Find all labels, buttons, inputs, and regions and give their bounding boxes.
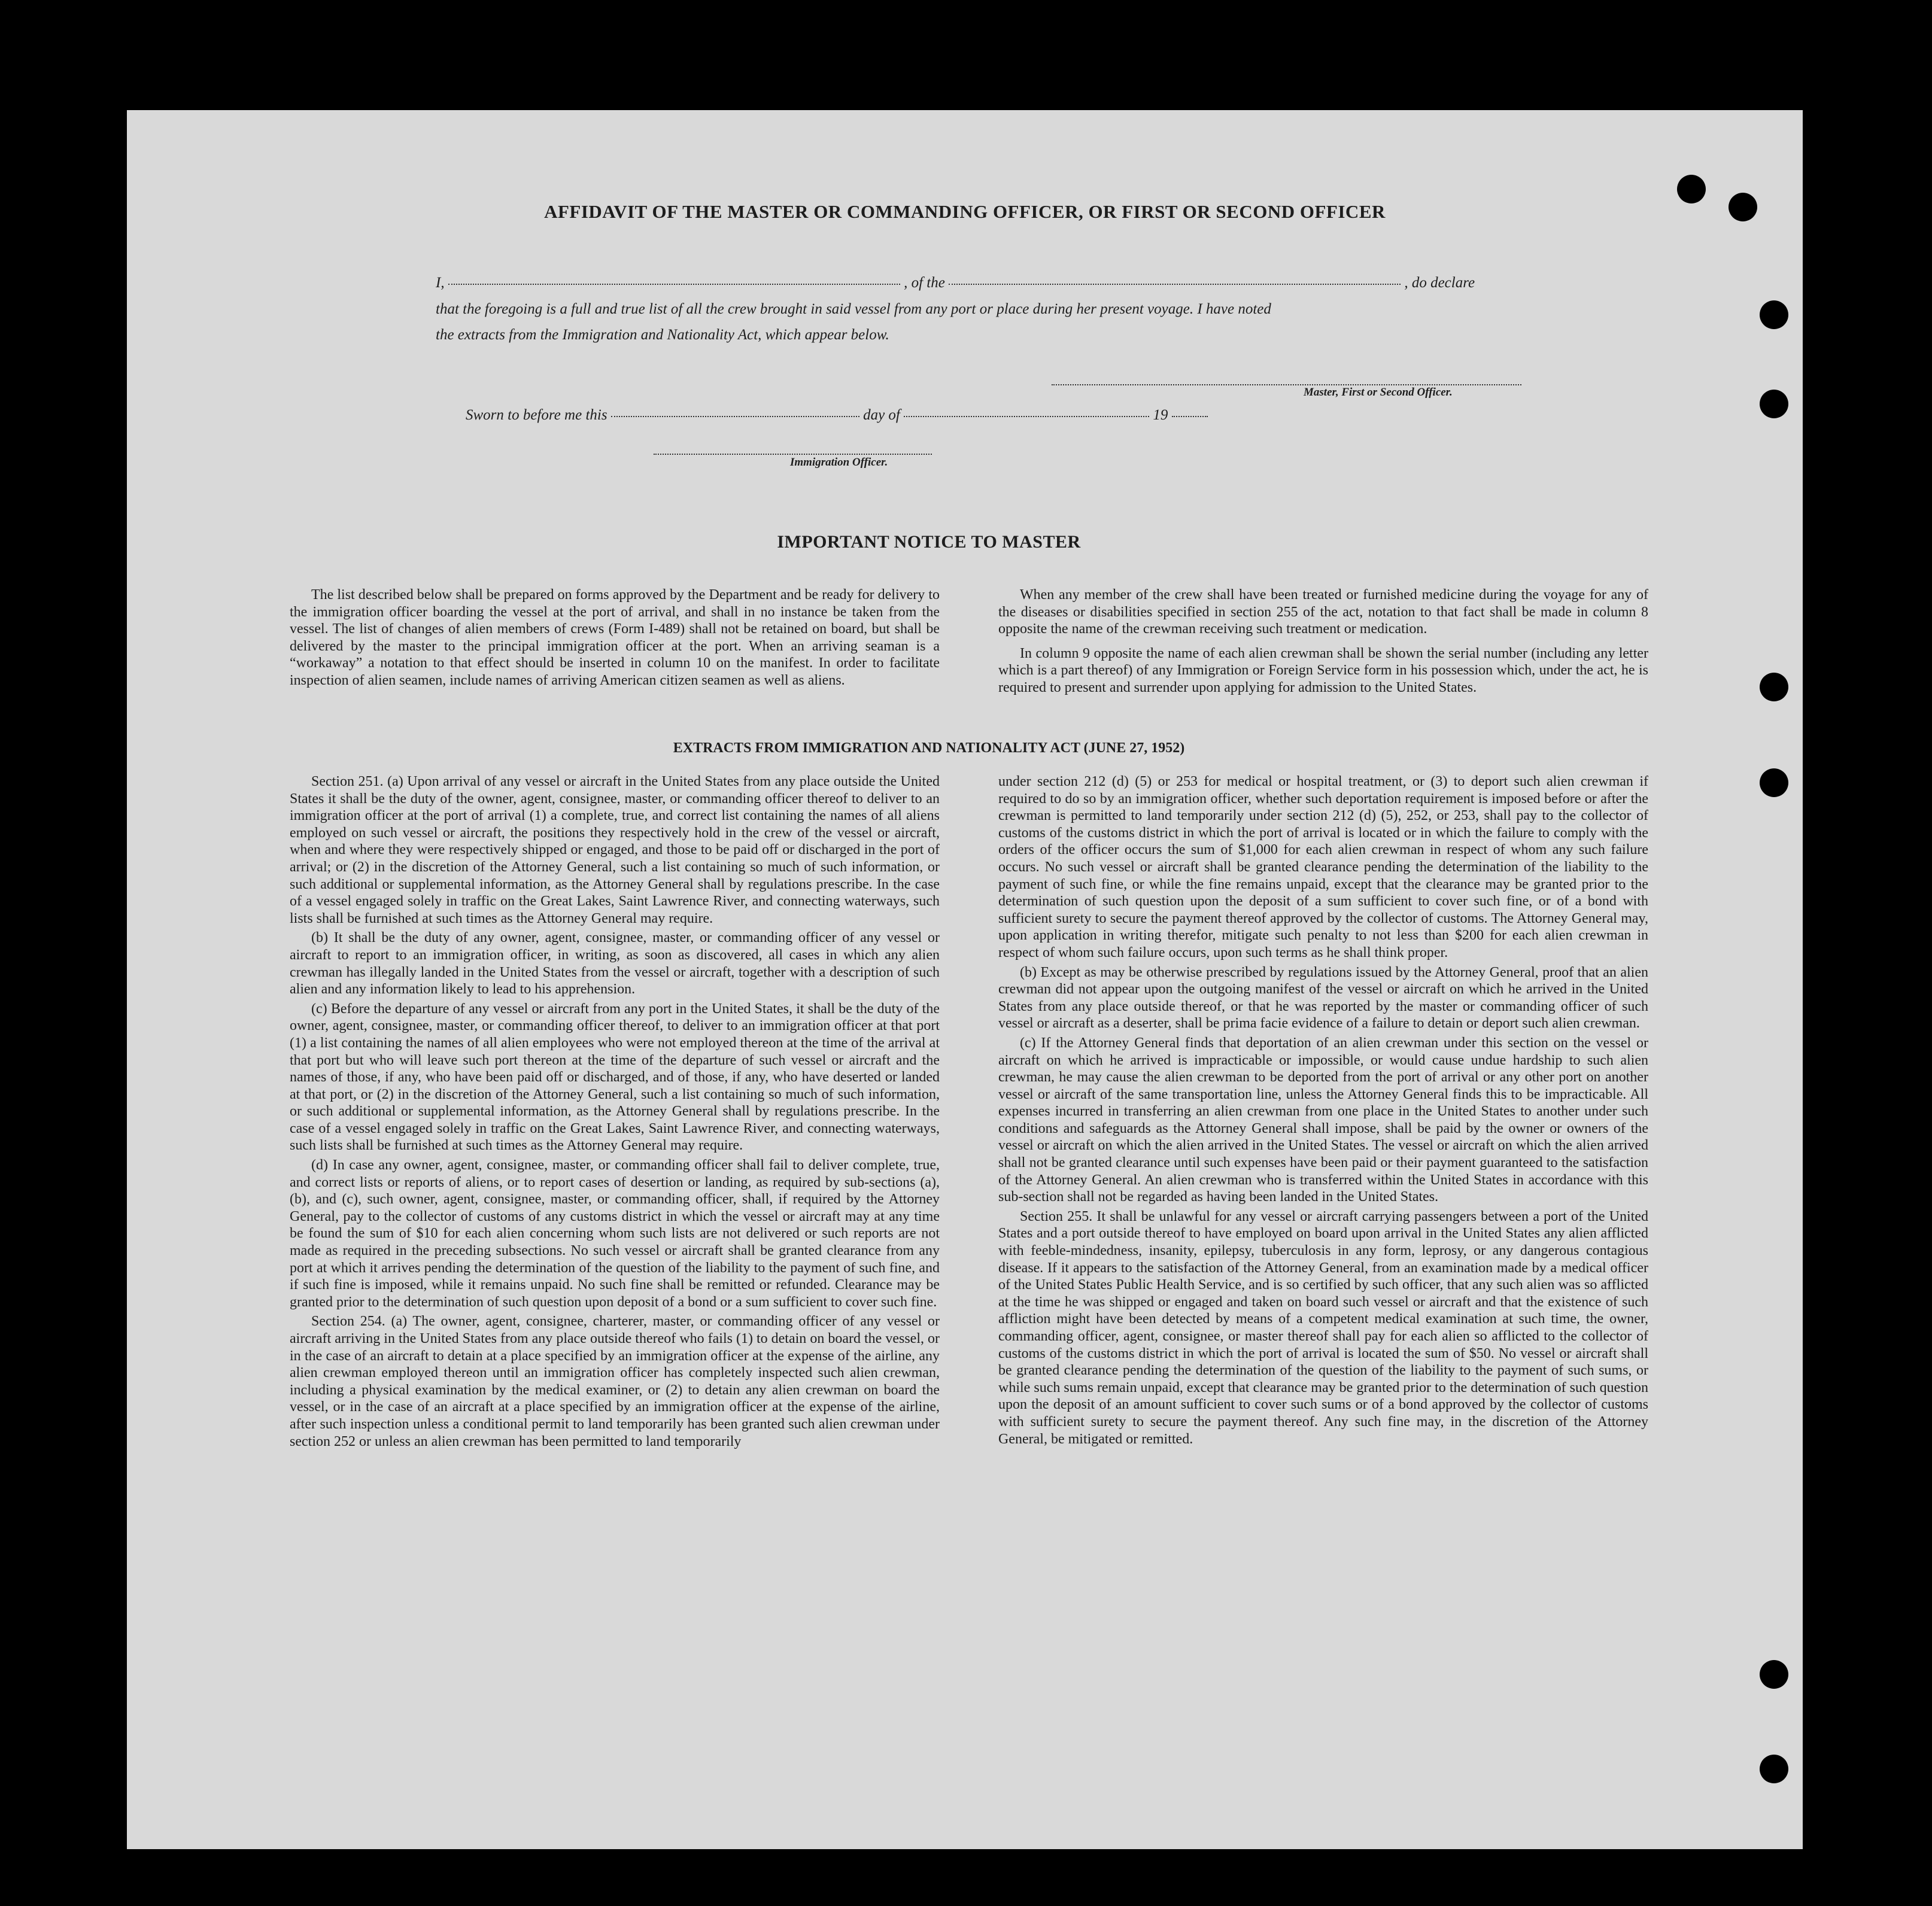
vessel-field[interactable] bbox=[949, 283, 1401, 285]
binder-hole-icon bbox=[1760, 768, 1788, 797]
notice-paragraph: In column 9 opposite the name of each alien crewman shall be shown the serial number (including any letter which is a part thereof) of any Immigration or Foreign Service form in his possession which, under the act, he is required to present and surrender upon applying for admission to the United States. bbox=[998, 645, 1648, 695]
act-paragraph: (b) It shall be the duty of any owner, agent, consignee, master, or commanding officer of any vessel or aircraft to report to an immigration officer, in writing, as soon as discovered, all cases in which any alien crewman has illegally landed in the United States from the vessel or aircraft, together with a description of such alien and any information likely to lead to his apprehension. bbox=[290, 930, 940, 998]
master-signature-label: Master, First or Second Officer. bbox=[1304, 386, 1453, 399]
sworn-year-label: 19 bbox=[1153, 407, 1168, 423]
extracts-left-column bbox=[290, 773, 940, 1450]
act-paragraph: Section 251. (a) Upon arrival of any vessel or aircraft in the United States from any place outside the United States it shall be the duty of the owner, agent, consignee, master, or commanding officer thereof to deliver to an immigration officer at the port of arrival (1) a complete, true, and correct list containing the names of all aliens employed on such vessel or aircraft, the positions they respectively hold in the crew of the vessel or aircraft, when and where they were respectively shipped or engaged, and those to be paid off or discharged in the port of arrival; or (2) in the discretion of the Attorney General, such a list containing so much of such information, or such additional or supplemental information, as the Attorney General shall by regulations prescribe. In the case of a vessel engaged solely in traffic on the Great Lakes, Saint Lawrence River, and connecting waterways, such lists shall be furnished at such times as the Attorney General may require. bbox=[290, 774, 940, 926]
day-of-label: day of bbox=[863, 407, 900, 423]
extracts-title: EXTRACTS FROM IMMIGRATION AND NATIONALITY ACT (JUNE 27, 1952) bbox=[673, 740, 1185, 756]
extracts-right-column bbox=[998, 773, 1648, 1448]
act-paragraph: Section 255. It shall be unlawful for any vessel or aircraft carrying passengers between a port of the United States and a port outside thereof to have employed on board upon arrival in the United States any alien afflicted with feeble-mindedness, insanity, epilepsy, tuberculosis in any form, leprosy, or any dangerous contagious disease. If it appears to the satisfaction of the Attorney General, from an examination made by a medical officer of the United States Public Health Service, and is so certified by such officer, that any such alien was so afflicted at the time he was shipped or engaged and taken on board such vessel or aircraft and that the existence of such affliction might have been detected by means of a competent medical examination at such time, the owner, commanding officer, agent, consignee, or master thereof shall pay for each alien so afflicted to the collector of customs of the customs district in which the port of arrival is located the sum of $50. No vessel or aircraft shall be granted clearance pending the determination of the question of the liability to the payment of such sums, or while such sums remain unpaid, except that clearance may be granted prior to the determination of such question upon the deposit of an amount sufficient to cover such sums or of a bond approved by the collector of customs with sufficient surety to secure the payment thereof. Any such fine may, in the discretion of the Attorney General, be mitigated or remitted. bbox=[998, 1208, 1648, 1447]
act-paragraph: (d) In case any owner, agent, consignee, master, or commanding officer shall fail to deliver complete, true, and correct lists or reports of aliens, or to report cases of desertion or landing, as required by sub-sections (a), (b), and (c), such owner, agent, consignee, master, or commanding officer, shall, if required by the Attorney General, pay to the collector of customs of any customs district in which the vessel or aircraft may at any time be found the sum of $10 for each alien concerning whom such lists are not delivered or such reports are not made as required in the preceding subsections. No such vessel or aircraft shall be granted clearance from any port at which it arrives pending the determination of the question of the liability to the payment of such fine, and if such fine is imposed, while it remains unpaid. No such fine shall be remitted or refunded. Clearance may be granted prior to the determination of such question upon deposit of a bond or a sum sufficient to cover such fine. bbox=[290, 1157, 940, 1310]
notice-left-column bbox=[290, 586, 940, 689]
document-page bbox=[127, 110, 1803, 1849]
binder-hole-icon bbox=[1677, 175, 1706, 203]
officer-signature-label: Immigration Officer. bbox=[790, 456, 888, 469]
notice-title: IMPORTANT NOTICE TO MASTER bbox=[777, 532, 1081, 552]
binder-hole-icon bbox=[1760, 300, 1788, 329]
affidavit-i-label: I, bbox=[436, 275, 445, 291]
affidavit-text-line: that the foregoing is a full and true list of all the crew brought in said vessel from any port or place during her present voyage. I have noted bbox=[436, 301, 1271, 317]
master-signature-field[interactable] bbox=[1052, 384, 1521, 385]
act-paragraph: (b) Except as may be otherwise prescribed by regulations issued by the Attorney General, proof that an alien crewman did not appear upon the outgoing manifest of the vessel or aircraft on which he arrived in the United States from any place outside thereof, or that he was reported by the master or commanding officer of such vessel or aircraft as a deserter, shall be prima facie evidence of a failure to detain or deport such alien crewman. bbox=[998, 964, 1648, 1032]
act-paragraph: Section 254. (a) The owner, agent, consignee, charterer, master, or commanding officer of any vessel or aircraft arriving in the United States from any place outside thereof who fails (1) to detain on board the vessel, or in the case of an aircraft to detain at a place specified by an immigration officer at the expense of the airline, any alien crewman employed thereon until an immigration officer has completely inspected such alien crewman, including a physical examination by the medical examiner, or (2) to detain any alien crewman on board the vessel, or in the case of an aircraft at a place specified by an immigration officer at the expense of the airline, after such inspection unless a conditional permit to land temporarily has been granted such alien crewman under section 252 or unless an alien crewman has been permitted to land temporarily bbox=[290, 1314, 940, 1449]
name-field[interactable] bbox=[448, 283, 900, 285]
affidavit-declare-label: , do declare bbox=[1404, 275, 1475, 291]
act-paragraph: under section 212 (d) (5) or 253 for medical or hospital treatment, or (3) to deport such alien crewman if required to do so by an immigration officer, whether such deportation requirement is imposed before or after the crewman is permitted to land temporarily under section 212 (d) (5), 252, or 253, shall pay to the collector of customs of the customs district in which the port of arrival is located or in which the failure to comply with the orders of the officer occurs the sum of $1,000 for each alien crewman in respect of whom any such failure occurs. No such vessel or aircraft shall be granted clearance pending the determination of the liability to the payment of such fine, or while the fine remains unpaid, except that the clearance may be granted prior to the determination of such question upon the deposit of a sum sufficient to cover such fine, or of a bond with sufficient surety to secure the payment thereof approved by the collector of customs. The Attorney General may, upon application in writing therefor, mitigate such penalty to not less than $200 for each alien crewman in respect of whom such failure occurs, upon such terms as he shall think proper. bbox=[998, 774, 1648, 960]
binder-hole-icon bbox=[1760, 390, 1788, 418]
act-paragraph: (c) Before the departure of any vessel or aircraft from any port in the United States, it shall be the duty of the owner, agent, consignee, master, or commanding officer thereof, to deliver to an immigration officer at that port (1) a list containing the names of all alien employees who were not employed thereon at the time of the arrival at that port but who will leave such port thereon at the time of the departure of such vessel or aircraft and the names of those, if any, who have been paid off or discharged, and of those, if any, who have deserted or landed at that port, or (2) in the discretion of the Attorney General, such a list containing so much of such information, or such additional or supplemental information, as the Attorney General shall by regulations prescribe. In the case of a vessel engaged solely in traffic on the Great Lakes, Saint Lawrence River, and connecting waterways, such lists shall be furnished at such times as the Attorney General may require. bbox=[290, 1001, 940, 1154]
sworn-month-field[interactable] bbox=[904, 415, 1149, 417]
notice-paragraph: When any member of the crew shall have been treated or furnished medicine during the voyage for any of the diseases or disabilities specified in section 255 of the act, notation to that fact shall be made in column 8 opposite the name of the crewman receiving such treatment or medication. bbox=[998, 587, 1648, 637]
notice-paragraph: The list described below shall be prepared on forms approved by the Department and be ready for delivery to the immigration officer boarding the vessel at the port of arrival, and shall in no instance be taken from the vessel. The list of changes of alien members of crews (Form I-489) shall not be retained on board, but shall be delivered by the master to the principal immigration officer at the port. When an arriving seaman is a “workaway” a notation to that effect should be inserted in column 10 on the manifest. In order to facilitate inspection of alien seamen, include names of arriving American citizen seamen as well as aliens. bbox=[290, 587, 940, 688]
act-paragraph: (c) If the Attorney General finds that deportation of an alien crewman under this section on the vessel or aircraft on which he arrived is impracticable or impossible, or would cause undue hardship to such alien crewman, he may cause the alien crewman to be deported from the port of arrival or any other port on another vessel or aircraft of the same transportation line, unless the Attorney General finds this to be impracticable. All expenses incurred in transferring an alien crewman from one place in the United States to another under such conditions and safeguards as the Attorney General shall impose, shall be paid by the owner or owners of the vessel or aircraft on which the alien arrived in the United States. The vessel or aircraft on which the alien arrived shall not be granted clearance until such expenses have been paid or their payment guaranteed to the satisfaction of the Attorney General. An alien crewman who is transferred within the United States in accordance with this sub-section shall not be regarded as having been landed in the United States. bbox=[998, 1035, 1648, 1205]
binder-hole-icon bbox=[1760, 673, 1788, 701]
affidavit-text-line: the extracts from the Immigration and Nationality Act, which appear below. bbox=[436, 327, 889, 343]
affidavit-title: AFFIDAVIT OF THE MASTER OR COMMANDING OFFICER, OR FIRST OR SECOND OFFICER bbox=[544, 201, 1386, 222]
sworn-line bbox=[466, 407, 1208, 424]
affidavit-of-the-label: , of the bbox=[904, 275, 945, 291]
notice-right-column bbox=[998, 586, 1648, 697]
officer-signature-field[interactable] bbox=[654, 453, 932, 455]
sworn-label: Sworn to before me this bbox=[466, 407, 607, 423]
affidavit-declaration-line bbox=[436, 275, 1475, 291]
binder-hole-icon bbox=[1760, 1660, 1788, 1689]
binder-hole-icon bbox=[1760, 1755, 1788, 1783]
sworn-day-field[interactable] bbox=[611, 415, 859, 417]
sworn-year-field[interactable] bbox=[1172, 415, 1208, 417]
